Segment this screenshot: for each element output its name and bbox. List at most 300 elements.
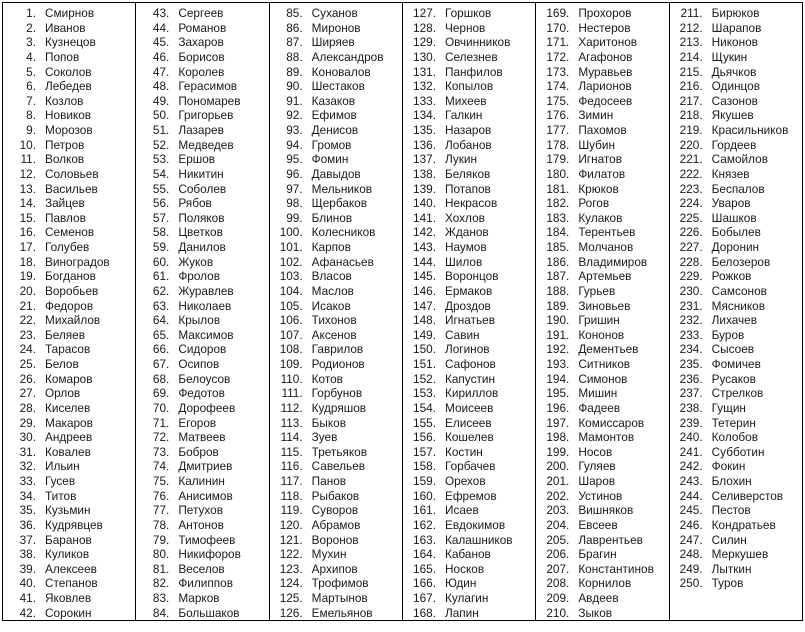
item-number: 107. bbox=[279, 327, 303, 342]
column-2 bbox=[136, 3, 269, 620]
item-number: 72. bbox=[152, 430, 170, 445]
list-item bbox=[539, 255, 668, 270]
list-item bbox=[406, 562, 535, 577]
item-number: 103. bbox=[279, 269, 303, 284]
item-number: 202. bbox=[546, 488, 570, 503]
item-number: 222. bbox=[679, 166, 703, 181]
item-number: 50. bbox=[152, 108, 170, 123]
item-number: 168. bbox=[413, 605, 436, 620]
item-number: 69. bbox=[152, 386, 170, 401]
item-number: 209. bbox=[546, 591, 570, 605]
item-surname: Кузнецов bbox=[45, 35, 96, 50]
list-item bbox=[273, 255, 402, 270]
list-item bbox=[139, 255, 268, 270]
item-surname: Матвеев bbox=[178, 430, 226, 445]
list-item bbox=[139, 211, 268, 226]
list-item bbox=[6, 79, 135, 94]
item-surname: Лебедев bbox=[45, 79, 92, 94]
list-item bbox=[6, 225, 135, 240]
item-number: 208. bbox=[546, 576, 570, 591]
list-item bbox=[273, 269, 402, 284]
item-surname: Зуев bbox=[311, 430, 338, 445]
list-item bbox=[673, 416, 802, 431]
item-surname: Давыдов bbox=[311, 166, 361, 181]
list-item bbox=[406, 35, 535, 50]
list-item bbox=[539, 167, 668, 182]
item-number: 152. bbox=[413, 371, 436, 386]
item-number: 192. bbox=[546, 342, 570, 357]
item-number: 220. bbox=[679, 137, 703, 152]
list-item bbox=[273, 182, 402, 197]
item-number: 38. bbox=[19, 547, 36, 562]
item-number: 90. bbox=[286, 79, 303, 94]
list-item bbox=[273, 123, 402, 138]
item-surname: Самсонов bbox=[711, 283, 767, 298]
list-item bbox=[139, 445, 268, 460]
item-number: 31. bbox=[19, 444, 36, 459]
item-surname: Лукин bbox=[444, 152, 478, 167]
list-item bbox=[406, 167, 535, 182]
item-number: 82. bbox=[152, 576, 170, 591]
list-item bbox=[273, 35, 402, 50]
item-number: 53. bbox=[152, 152, 170, 167]
item-number: 214. bbox=[679, 49, 703, 64]
list-item bbox=[139, 94, 268, 109]
item-number: 43. bbox=[152, 6, 170, 20]
item-number: 101. bbox=[279, 240, 303, 254]
item-number: 161. bbox=[413, 503, 436, 518]
list-item bbox=[273, 357, 402, 372]
list-item bbox=[406, 123, 535, 138]
item-surname: Муравьев bbox=[578, 64, 633, 79]
item-number: 48. bbox=[152, 79, 170, 94]
item-surname: Силин bbox=[711, 532, 747, 547]
item-surname: Шарапов bbox=[711, 20, 762, 35]
item-surname: Мишин bbox=[578, 386, 618, 401]
item-number: 19. bbox=[19, 269, 36, 284]
item-surname: Брагин bbox=[578, 547, 617, 562]
item-number: 21. bbox=[19, 298, 36, 313]
item-surname: Шилов bbox=[444, 254, 483, 269]
list-item bbox=[6, 65, 135, 80]
item-surname: Фомин bbox=[311, 152, 349, 167]
item-surname: Воробьев bbox=[45, 283, 99, 298]
item-number: 112. bbox=[280, 400, 303, 415]
item-number: 41. bbox=[19, 591, 36, 605]
list-item bbox=[539, 357, 668, 372]
list-item bbox=[6, 94, 135, 109]
item-surname: Моисеев bbox=[444, 400, 494, 415]
item-surname: Виноградов bbox=[45, 254, 110, 269]
item-surname: Исаков bbox=[311, 298, 351, 313]
item-number: 65. bbox=[152, 327, 170, 342]
item-number: 78. bbox=[152, 517, 170, 532]
item-surname: Гуляев bbox=[578, 459, 616, 474]
item-surname: Ситников bbox=[578, 357, 631, 371]
list-item bbox=[273, 591, 402, 606]
list-item bbox=[6, 445, 135, 460]
item-number: 175. bbox=[546, 93, 570, 108]
item-number: 119. bbox=[280, 503, 303, 518]
item-surname: Дроздов bbox=[444, 298, 491, 313]
list-item bbox=[6, 386, 135, 401]
list-item bbox=[273, 328, 402, 343]
item-number: 182. bbox=[546, 196, 570, 211]
item-number: 191. bbox=[546, 327, 570, 342]
item-number: 205. bbox=[546, 532, 570, 547]
item-surname: Агафонов bbox=[578, 49, 633, 64]
item-number: 15. bbox=[19, 210, 36, 225]
item-surname: Ильин bbox=[45, 459, 80, 474]
item-number: 204. bbox=[546, 517, 570, 532]
item-number: 88. bbox=[286, 49, 303, 64]
item-number: 237. bbox=[679, 386, 703, 401]
item-surname: Денисов bbox=[311, 123, 359, 137]
list-item bbox=[406, 299, 535, 314]
item-surname: Русаков bbox=[711, 371, 756, 386]
item-surname: Мухин bbox=[311, 547, 347, 562]
list-item bbox=[673, 79, 802, 94]
list-item bbox=[406, 211, 535, 226]
item-surname: Лыткин bbox=[711, 561, 752, 576]
item-number: 9. bbox=[26, 123, 36, 137]
item-surname: Калинин bbox=[178, 474, 225, 488]
list-item bbox=[6, 474, 135, 489]
list-item bbox=[273, 21, 402, 36]
item-surname: Тетерин bbox=[711, 415, 756, 430]
item-surname: Максимов bbox=[178, 327, 234, 342]
item-number: 184. bbox=[546, 225, 570, 240]
item-surname: Рожков bbox=[711, 269, 752, 284]
list-item bbox=[139, 474, 268, 489]
item-surname: Журавлев bbox=[178, 283, 234, 298]
list-item bbox=[673, 342, 802, 357]
item-surname: Антонов bbox=[178, 517, 224, 532]
list-item bbox=[673, 269, 802, 284]
item-surname: Копылов bbox=[444, 79, 494, 94]
list-item bbox=[273, 503, 402, 518]
item-number: 219. bbox=[679, 123, 703, 137]
list-item bbox=[273, 225, 402, 240]
item-surname: Макаров bbox=[45, 415, 93, 430]
list-item bbox=[539, 445, 668, 460]
item-surname: Артемьев bbox=[578, 269, 632, 284]
item-number: 122. bbox=[279, 547, 303, 562]
item-number: 201. bbox=[546, 474, 570, 488]
item-number: 128. bbox=[413, 20, 436, 35]
item-number: 100. bbox=[279, 225, 303, 240]
item-surname: Гордеев bbox=[711, 137, 757, 152]
list-item bbox=[6, 50, 135, 65]
item-surname: Корнилов bbox=[578, 576, 632, 591]
list-item bbox=[6, 328, 135, 343]
item-surname: Рыбаков bbox=[311, 488, 360, 503]
item-surname: Князев bbox=[711, 166, 750, 181]
list-item bbox=[539, 518, 668, 533]
item-surname: Суханов bbox=[311, 6, 358, 20]
item-number: 110. bbox=[280, 371, 303, 386]
list-item bbox=[139, 299, 268, 314]
item-surname: Галкин bbox=[444, 108, 483, 123]
list-item bbox=[406, 591, 535, 606]
item-number: 109. bbox=[279, 357, 303, 371]
item-number: 131. bbox=[413, 64, 436, 79]
list-item bbox=[406, 313, 535, 328]
list-item bbox=[406, 108, 535, 123]
item-surname: Гаврилов bbox=[311, 342, 364, 357]
list-item bbox=[273, 108, 402, 123]
item-surname: Филиппов bbox=[178, 576, 233, 591]
item-number: 194. bbox=[546, 371, 570, 386]
item-surname: Селиверстов bbox=[711, 488, 784, 503]
item-surname: Кондратьев bbox=[711, 517, 776, 532]
item-number: 147. bbox=[413, 298, 436, 313]
item-number: 20. bbox=[19, 283, 36, 298]
list-item bbox=[673, 357, 802, 372]
item-surname: Юдин bbox=[444, 576, 477, 591]
list-item bbox=[139, 284, 268, 299]
item-number: 7. bbox=[26, 93, 36, 108]
list-item bbox=[6, 503, 135, 518]
item-surname: Васильев bbox=[45, 181, 98, 196]
item-surname: Ермаков bbox=[444, 283, 493, 298]
item-surname: Маслов bbox=[311, 283, 354, 298]
item-surname: Константинов bbox=[578, 561, 654, 576]
item-surname: Фролов bbox=[178, 269, 221, 284]
list-item bbox=[539, 6, 668, 21]
item-surname: Беспалов bbox=[711, 181, 765, 196]
item-number: 8. bbox=[26, 108, 36, 123]
item-number: 242. bbox=[679, 459, 703, 474]
list-item bbox=[673, 108, 802, 123]
item-surname: Андреев bbox=[45, 430, 93, 445]
item-number: 148. bbox=[413, 313, 436, 328]
list-item bbox=[273, 138, 402, 153]
list-item bbox=[273, 489, 402, 504]
list-item bbox=[273, 167, 402, 182]
item-surname: Овчинников bbox=[444, 35, 511, 50]
item-number: 206. bbox=[546, 547, 570, 562]
item-surname: Егоров bbox=[178, 415, 217, 430]
list-item bbox=[139, 576, 268, 591]
item-surname: Медведев bbox=[178, 137, 234, 152]
item-number: 85. bbox=[286, 6, 303, 20]
item-number: 140. bbox=[413, 196, 436, 211]
column-6 bbox=[670, 3, 802, 620]
list-item bbox=[6, 299, 135, 314]
item-number: 44. bbox=[152, 20, 170, 35]
item-number: 240. bbox=[679, 430, 703, 445]
list-item bbox=[673, 401, 802, 416]
item-number: 49. bbox=[152, 93, 170, 108]
item-surname: Ковалев bbox=[45, 444, 91, 459]
item-surname: Никитин bbox=[178, 166, 224, 181]
item-surname: Кабанов bbox=[444, 547, 491, 562]
item-number: 225. bbox=[679, 210, 703, 225]
list-item bbox=[539, 416, 668, 431]
list-item bbox=[539, 430, 668, 445]
item-surname: Аксенов bbox=[311, 327, 357, 342]
item-number: 231. bbox=[679, 298, 703, 313]
item-number: 93. bbox=[286, 123, 303, 137]
list-item bbox=[406, 79, 535, 94]
list-item bbox=[139, 196, 268, 211]
item-surname: Данилов bbox=[178, 240, 226, 254]
item-surname: Носов bbox=[578, 444, 613, 459]
item-surname: Фокин bbox=[711, 459, 746, 474]
item-surname: Степанов bbox=[45, 576, 98, 591]
item-surname: Орехов bbox=[444, 474, 486, 488]
item-surname: Пестов bbox=[711, 503, 751, 518]
item-surname: Мамонтов bbox=[578, 430, 635, 445]
item-number: 23. bbox=[19, 327, 36, 342]
item-number: 125. bbox=[279, 591, 303, 605]
item-number: 32. bbox=[19, 459, 36, 474]
item-number: 42. bbox=[19, 605, 36, 620]
list-item bbox=[406, 138, 535, 153]
item-surname: Комаров bbox=[45, 371, 93, 386]
item-number: 96. bbox=[286, 166, 303, 181]
list-item bbox=[673, 94, 802, 109]
item-number: 115. bbox=[280, 444, 303, 459]
item-surname: Кошелев bbox=[444, 430, 494, 445]
item-number: 124. bbox=[279, 576, 303, 591]
list-item bbox=[539, 50, 668, 65]
list-item bbox=[273, 94, 402, 109]
item-surname: Козлов bbox=[45, 93, 84, 108]
item-surname: Вишняков bbox=[578, 503, 634, 518]
item-surname: Петухов bbox=[178, 503, 224, 518]
item-number: 145. bbox=[413, 269, 436, 284]
item-surname: Волков bbox=[45, 152, 85, 167]
item-surname: Шашков bbox=[711, 210, 757, 225]
item-number: 159. bbox=[413, 474, 436, 488]
list-item bbox=[6, 123, 135, 138]
list-item bbox=[273, 401, 402, 416]
list-item bbox=[673, 182, 802, 197]
item-number: 117. bbox=[280, 474, 303, 488]
item-surname: Красильников bbox=[711, 123, 789, 137]
list-item bbox=[139, 606, 268, 620]
item-surname: Владимиров bbox=[578, 254, 648, 269]
item-surname: Исаев bbox=[444, 503, 479, 518]
item-number: 39. bbox=[19, 561, 36, 576]
item-surname: Громов bbox=[311, 137, 352, 152]
item-surname: Меркушев bbox=[711, 547, 769, 562]
item-surname: Власов bbox=[311, 269, 352, 284]
item-number: 239. bbox=[679, 415, 703, 430]
item-number: 13. bbox=[19, 181, 36, 196]
list-item bbox=[673, 430, 802, 445]
item-surname: Романов bbox=[178, 20, 227, 35]
item-surname: Зиновьев bbox=[578, 298, 631, 313]
list-item bbox=[673, 123, 802, 138]
item-surname: Кулаков bbox=[578, 210, 623, 225]
item-surname: Щукин bbox=[711, 49, 748, 64]
item-surname: Рогов bbox=[578, 196, 610, 211]
item-number: 174. bbox=[546, 79, 570, 94]
list-item bbox=[139, 79, 268, 94]
item-surname: Марков bbox=[178, 591, 220, 605]
item-surname: Миронов bbox=[311, 20, 361, 35]
item-number: 75. bbox=[152, 474, 170, 488]
list-item bbox=[673, 196, 802, 211]
item-surname: Одинцов bbox=[711, 79, 760, 94]
item-number: 241. bbox=[679, 444, 703, 459]
item-number: 98. bbox=[286, 196, 303, 211]
item-number: 57. bbox=[152, 210, 170, 225]
list-item bbox=[139, 50, 268, 65]
list-item bbox=[406, 518, 535, 533]
list-item bbox=[139, 240, 268, 255]
item-number: 2. bbox=[26, 20, 36, 35]
item-surname: Куликов bbox=[45, 547, 90, 562]
list-item bbox=[6, 547, 135, 562]
item-surname: Филатов bbox=[578, 166, 626, 181]
item-surname: Хохлов bbox=[444, 210, 485, 225]
list-item bbox=[406, 474, 535, 489]
list-item bbox=[673, 503, 802, 518]
item-number: 156. bbox=[413, 430, 436, 445]
list-item bbox=[406, 606, 535, 620]
list-item bbox=[6, 533, 135, 548]
item-number: 121. bbox=[279, 532, 303, 547]
item-surname: Карпов bbox=[311, 240, 351, 254]
item-surname: Воронцов bbox=[444, 269, 499, 284]
item-surname: Селезнев bbox=[444, 49, 498, 64]
item-number: 248. bbox=[679, 547, 703, 562]
list-item bbox=[406, 401, 535, 416]
item-surname: Никифоров bbox=[178, 547, 241, 562]
list-item bbox=[539, 562, 668, 577]
item-number: 106. bbox=[279, 313, 303, 328]
list-item bbox=[6, 269, 135, 284]
item-number: 108. bbox=[279, 342, 303, 357]
list-item bbox=[406, 576, 535, 591]
item-number: 113. bbox=[280, 415, 303, 430]
item-surname: Пономарев bbox=[178, 93, 241, 108]
list-item bbox=[539, 489, 668, 504]
list-item bbox=[273, 430, 402, 445]
item-number: 234. bbox=[679, 342, 703, 357]
list-item bbox=[139, 182, 268, 197]
item-number: 83. bbox=[152, 591, 170, 605]
list-item bbox=[273, 606, 402, 620]
item-surname: Игнатьев bbox=[444, 313, 495, 328]
item-number: 3. bbox=[26, 35, 36, 50]
list-item bbox=[539, 591, 668, 606]
item-number: 80. bbox=[152, 547, 170, 562]
list-item bbox=[539, 606, 668, 620]
list-item bbox=[673, 445, 802, 460]
item-number: 70. bbox=[152, 400, 170, 415]
item-number: 47. bbox=[152, 64, 170, 79]
item-surname: Анисимов bbox=[178, 488, 233, 503]
list-item bbox=[673, 50, 802, 65]
item-number: 154. bbox=[413, 400, 436, 415]
item-surname: Бирюков bbox=[711, 6, 760, 20]
list-item bbox=[673, 225, 802, 240]
item-number: 149. bbox=[413, 327, 436, 342]
list-item bbox=[673, 313, 802, 328]
list-item bbox=[139, 6, 268, 21]
list-item bbox=[673, 299, 802, 314]
item-number: 230. bbox=[679, 283, 703, 298]
list-item bbox=[273, 386, 402, 401]
list-item bbox=[6, 416, 135, 431]
item-number: 217. bbox=[679, 93, 703, 108]
list-item bbox=[406, 372, 535, 387]
